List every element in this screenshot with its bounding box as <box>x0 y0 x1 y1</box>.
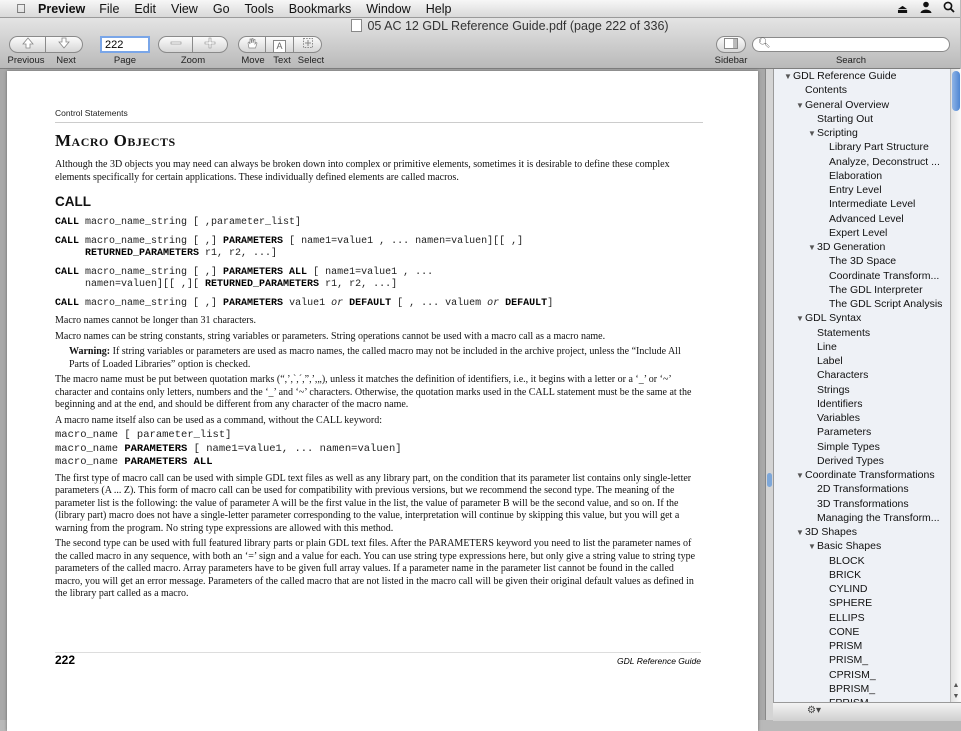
toc-item[interactable] <box>817 383 850 397</box>
menu-tools[interactable]: Tools <box>244 1 274 16</box>
toc-item[interactable] <box>808 126 858 140</box>
toc-item[interactable] <box>829 254 896 268</box>
toc-item-label: GDL Syntax <box>805 312 862 325</box>
move-tool-button[interactable] <box>238 36 266 53</box>
tool-mode-group <box>238 36 322 53</box>
select-label: Select <box>297 55 325 66</box>
toc-item[interactable] <box>817 354 843 368</box>
move-label: Move <box>241 55 265 66</box>
toc-item-label: CPRISM_ <box>829 668 876 681</box>
eject-icon[interactable]: ⏏ <box>896 1 909 16</box>
paragraph-first-type: The first type of macro call can be used with simple GDL text files as well as any library part, on the condition that its parameter list contains only single-letter parameters (A ... Z). This form of macro call can be used for compatibility with previous versions, but we recommend the second type. The meaning of the parameter list is the following: the value of parameter A will be the first value in the list, the value of parameter B will be the second value, and so on. If the (library part) macro does not have a single-letter parameter corresponding to the value, interpretation will continue by skipping this value, but you will get a warning from the program. No string type expressions are allowed with this method. <box>55 472 692 534</box>
disclosure-open-icon[interactable]: ▼ <box>796 471 804 480</box>
previous-label: Previous <box>7 55 45 66</box>
toc-item-label: Analyze, Deconstruct ... <box>829 155 940 168</box>
arrow-up-icon <box>22 37 34 49</box>
toc-item-label: Expert Level <box>829 226 888 239</box>
sidebar-label: Sidebar <box>714 55 748 66</box>
code-line-3: macro_name PARAMETERS ALL <box>55 456 213 468</box>
disclosure-open-icon[interactable]: ▼ <box>808 129 816 138</box>
document-icon <box>351 19 362 32</box>
toc-item[interactable] <box>829 653 868 667</box>
search-icon: 🔍︎ <box>758 38 771 49</box>
toc-item[interactable] <box>829 169 882 183</box>
menu-app-name[interactable]: Preview <box>38 1 86 16</box>
paragraph-name-length: Macro names cannot be longer than 31 characters. <box>55 315 257 326</box>
next-button[interactable] <box>46 36 83 53</box>
footer-title: GDL Reference Guide <box>617 656 701 666</box>
toc-item-label: Basic Shapes <box>817 540 882 553</box>
toc-item-label: Statements <box>817 326 871 339</box>
toc-item[interactable] <box>829 269 939 283</box>
splitter-handle[interactable] <box>767 473 772 487</box>
menu-file[interactable]: File <box>99 1 120 16</box>
toc-item[interactable] <box>829 625 859 639</box>
disclosure-open-icon[interactable]: ▼ <box>796 100 804 110</box>
toc-item-label: General Overview <box>805 98 890 111</box>
toc-scroll-thumb[interactable] <box>952 71 960 111</box>
toc-item-label: Characters <box>817 369 869 382</box>
text-tool-button[interactable] <box>266 36 294 53</box>
document-view[interactable] <box>0 69 765 720</box>
toc-item[interactable] <box>829 682 875 696</box>
zoom-group <box>158 36 228 53</box>
toc-item[interactable] <box>829 554 865 568</box>
toc-item[interactable] <box>805 83 847 97</box>
toc-item-label: GDL Reference Guide <box>793 70 897 82</box>
toc-item[interactable] <box>829 639 862 653</box>
toc-item-label: BRICK <box>829 568 862 581</box>
toc-item[interactable] <box>829 197 915 211</box>
toc-item[interactable] <box>817 368 868 382</box>
toc-item[interactable] <box>796 311 861 325</box>
menu-view[interactable]: View <box>170 1 198 16</box>
toc-item[interactable] <box>829 596 872 610</box>
toc-item-label: Derived Types <box>817 454 884 467</box>
paragraph-second-type: The second type can be used with full featured library parts or plain GDL text files. After the PARAMETERS keyword you need to list the parameter names of the called macro in any sequence, with both an ‘=’ sign and a value for each. You can use string type expressions here, but only give a string value to string type parameters of the called macro. Array parameters have to be given full array values. If a parameter name in the parameter list cannot be found in the called macro, you will get an error message. Parameters of the called macro that are not listed in the macro call will be given their original default values as defined in the library part called as a macro. <box>55 538 696 599</box>
zoom-in-button[interactable] <box>193 36 228 53</box>
zoom-out-button[interactable] <box>158 36 193 53</box>
disclosure-open-icon[interactable]: ▼ <box>796 314 804 324</box>
toc-item[interactable] <box>829 611 865 625</box>
toc-item[interactable] <box>817 340 837 354</box>
toc-item-label: PRISM <box>829 640 863 652</box>
toc-item-label: 2D Transformations <box>817 483 909 496</box>
syntax-line-2: CALL macro_name_string [ ,] PARAMETERS [ name1=value1 , ... namen=valuen][[ ,] RETURNED_PARAMETERS r1, r2, ...] <box>55 235 524 259</box>
intro-paragraph: Although the 3D objects you may need can always be broken down into complex or primitive elements, sometimes it is desirable to define these complex elements specifically for certain applications. These individually defined elements are called macros. <box>55 159 670 183</box>
toc-item-label: Coordinate Transformations <box>805 469 935 481</box>
search-input[interactable] <box>752 37 950 52</box>
toc-item[interactable] <box>817 482 909 496</box>
toc-item[interactable] <box>829 568 861 582</box>
toc-item-label: 3D Transformations <box>817 497 909 510</box>
toc-item-label: Strings <box>817 383 850 396</box>
toc-item-label: Starting Out <box>817 112 874 125</box>
toc-item-label: 3D Generation <box>817 241 886 253</box>
section-title: Macro Objects <box>55 131 176 150</box>
toc-item[interactable] <box>817 397 863 411</box>
page-content <box>55 108 703 601</box>
toc-item[interactable] <box>796 525 857 539</box>
toc-item-label: Line <box>817 340 837 353</box>
toc-list <box>774 69 950 699</box>
menu-go[interactable]: Go <box>212 1 230 16</box>
toc-item[interactable] <box>817 425 871 439</box>
text-tool-icon: A <box>273 40 286 53</box>
toc-item-label: Library Part Structure <box>829 141 929 154</box>
toc-item-label: Elaboration <box>829 169 883 182</box>
toc-item[interactable] <box>829 226 887 240</box>
toc-item-label: Entry Level <box>829 184 882 196</box>
toc-item[interactable] <box>817 440 880 454</box>
toc-scrollbar[interactable] <box>950 69 961 702</box>
toc-item-label: Managing the Transform... <box>817 511 940 524</box>
running-head: Control Statements <box>55 108 703 123</box>
pdf-page[interactable] <box>7 71 758 731</box>
toc-item-label: Intermediate Level <box>829 198 916 211</box>
toc-item[interactable] <box>817 326 870 340</box>
toc-item[interactable] <box>829 183 882 197</box>
toc-item[interactable] <box>817 497 909 511</box>
previous-button[interactable] <box>9 36 46 53</box>
toc-item-label: Simple Types <box>817 440 880 453</box>
sidebar-splitter[interactable] <box>766 69 774 720</box>
toc-item-label: Variables <box>817 412 860 424</box>
window-title <box>0 18 960 34</box>
toc-item-label: CYLIND <box>829 583 868 595</box>
window-title-text: 05 AC 12 GDL Reference Guide.pdf (page 222 of 336) <box>367 19 669 33</box>
selection-marquee-icon <box>302 37 314 49</box>
disclosure-open-icon[interactable]: ▼ <box>808 243 816 252</box>
sidebar-bottom-bar <box>773 702 961 721</box>
toc-item[interactable] <box>796 98 889 112</box>
select-tool-button[interactable] <box>294 36 322 53</box>
minus-icon <box>170 37 182 49</box>
menu-help[interactable]: Help <box>425 1 452 16</box>
toc-item[interactable] <box>829 283 923 297</box>
menu-edit[interactable]: Edit <box>134 1 156 16</box>
text-label: Text <box>273 55 291 66</box>
toc-item-label: Label <box>817 355 843 367</box>
scroll-arrows-icon[interactable]: ▲ ▼ <box>952 682 960 700</box>
user-icon[interactable] <box>914 1 937 16</box>
toc-item[interactable] <box>808 240 885 254</box>
toc-item[interactable] <box>829 297 942 311</box>
toc-item[interactable] <box>829 155 940 169</box>
sidebar-toggle-button[interactable] <box>716 36 746 53</box>
sidebar-toc <box>765 69 960 720</box>
toc-item[interactable] <box>829 668 876 682</box>
toc-item-label: BPRISM_ <box>829 682 876 695</box>
search-label: Search <box>835 55 867 66</box>
toc-item-label: Parameters <box>817 426 872 439</box>
call-heading: CALL <box>55 194 91 209</box>
page-number-input[interactable] <box>100 36 150 53</box>
toc-item-label: Scripting <box>817 127 858 139</box>
toc-item[interactable] <box>817 112 873 126</box>
paragraph-name-types: Macro names can be string constants, string variables or parameters. String operations cannot be used with a macro call as a macro name. <box>55 330 606 342</box>
spotlight-search-icon[interactable] <box>937 1 960 16</box>
gear-icon[interactable]: ⚙▾ <box>807 705 821 716</box>
page-label: Page <box>113 55 137 66</box>
toc-item-label: Contents <box>805 84 848 97</box>
apple-icon[interactable] <box>12 1 30 16</box>
next-label: Next <box>56 55 76 66</box>
menu-bookmarks[interactable]: Bookmarks <box>288 1 352 16</box>
toc-item-label: BLOCK <box>829 554 865 567</box>
toc-item[interactable] <box>796 468 935 482</box>
menu-window[interactable]: Window <box>366 1 411 16</box>
hand-icon <box>246 37 258 49</box>
window-toolbar <box>0 18 960 69</box>
sidebar-icon <box>724 38 738 49</box>
code-line-1: macro_name [ parameter_list] <box>55 429 232 441</box>
syntax-line-1: CALL macro_name_string [ ,parameter_list] <box>55 217 302 228</box>
disclosure-open-icon[interactable]: ▼ <box>808 542 816 552</box>
toc-item-label: 3D Shapes <box>805 526 857 538</box>
toc-item-label: The 3D Space <box>829 255 897 268</box>
toc-item[interactable] <box>817 454 884 468</box>
toc-item[interactable] <box>829 212 904 226</box>
toc-item[interactable] <box>829 582 868 596</box>
prev-next-group <box>9 36 83 53</box>
menu-bar <box>0 0 960 18</box>
page-footer <box>55 652 701 667</box>
toc-item[interactable] <box>784 69 897 83</box>
toc-item-label: Identifiers <box>817 397 863 410</box>
plus-icon <box>204 37 216 49</box>
toc-item[interactable] <box>808 539 881 553</box>
paragraph-quotation-marks: The macro name must be put between quotation marks (“,’,`,´,”,’,„), unless it matches the definition of identifiers, i.e., it begins with a letter or a ‘_’ or ‘~’ character and contains only letters, numbers and the ‘_’ and ‘~’ characters. Otherwise, the quotation marks used in the CALL statement must be the same at the beginning and at the end, and should be different from any character of the macro name. <box>55 374 692 410</box>
syntax-line-3: CALL macro_name_string [ ,] PARAMETERS ALL [ name1=value1 , ... namen=valuen][[ ,][ RETURNED_PARAMETERS r1, r2, ...] <box>55 266 434 290</box>
menu-extras <box>891 0 960 17</box>
toc-item-label: The GDL Script Analysis <box>829 298 943 310</box>
toc-item-label: Advanced Level <box>829 212 904 225</box>
arrow-down-icon <box>58 37 70 49</box>
toc-item-label: SPHERE <box>829 597 873 610</box>
toc-item[interactable] <box>817 511 940 525</box>
paragraph-macro-command: A macro name itself also can be used as a command, without the CALL keyword: <box>55 414 383 426</box>
syntax-line-4: CALL macro_name_string [ ,] PARAMETERS value1 or DEFAULT [ , ... valuem or DEFAULT] <box>55 297 554 309</box>
warning-note: Warning: If string variables or parameters are used as macro names, the called macro may not be included in the archive project, unless the “Include All Parts of Loaded Libraries” option is checked. <box>69 346 681 370</box>
zoom-label: Zoom <box>180 55 206 66</box>
toc-item-label: PRISM_ <box>829 654 869 667</box>
toc-item[interactable] <box>817 411 860 425</box>
toc-item-label: The GDL Interpreter <box>829 283 923 296</box>
code-line-2: macro_name PARAMETERS [ name1=value1, ... namen=valuen] <box>55 442 402 455</box>
toc-item-label: CONE <box>829 625 860 638</box>
toc-item[interactable] <box>829 140 929 154</box>
toc-item-label: ELLIPS <box>829 611 865 624</box>
disclosure-open-icon[interactable]: ▼ <box>784 72 792 81</box>
disclosure-open-icon[interactable]: ▼ <box>796 528 804 537</box>
page-number: 222 <box>55 653 76 667</box>
toc-item-label: Coordinate Transform... <box>829 269 940 282</box>
